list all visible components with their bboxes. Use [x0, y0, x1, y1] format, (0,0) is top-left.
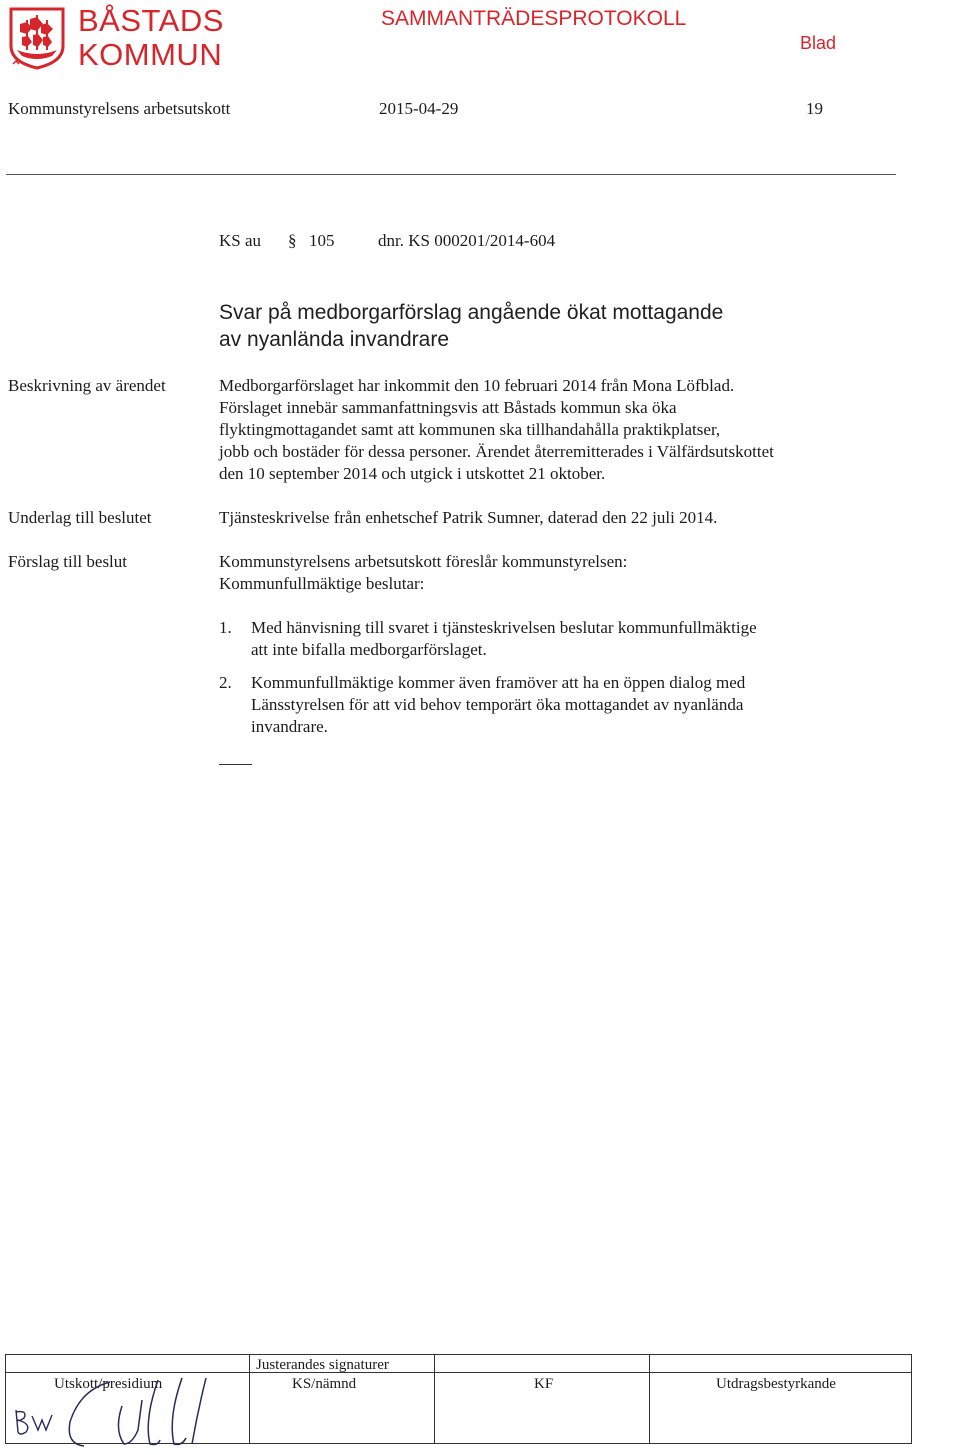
municipality-name	[78, 4, 224, 72]
table-divider	[434, 1355, 435, 1443]
list-item	[251, 672, 871, 738]
description-line: den 10 september 2014 och utgick i utskottet 21 oktober.	[219, 464, 606, 483]
coat-of-arms-ship-icon	[8, 6, 66, 70]
signature-col-committee: Utskott/presidium	[54, 1376, 163, 1392]
list-item-line: Med hänvisning till svaret i tjänsteskrivelsen beslutar kommunfullmäktige	[251, 618, 757, 637]
list-item-line: Kommunfullmäktige kommer även framöver att ha en öppen dialog med	[251, 673, 746, 692]
proposal-intro	[219, 551, 889, 595]
blad-label: Blad	[800, 33, 837, 53]
signatures-heading: Justerandes signaturer	[256, 1357, 389, 1373]
header-divider	[6, 174, 896, 175]
list-item	[251, 617, 871, 661]
signature-col-extract: Utdragsbestyrkande	[716, 1376, 836, 1392]
list-item-number: 2.	[219, 673, 232, 692]
heading-line-2: av nyanlända invandrare	[219, 328, 449, 351]
handwritten-signature	[10, 1360, 220, 1448]
basis-text: Tjänsteskrivelse från enhetschef Patrik Sumner, daterad den 22 juli 2014.	[219, 508, 718, 527]
brand-line-1: BÅSTADS	[78, 3, 224, 38]
document-heading	[219, 299, 839, 353]
proposal-line-2: Kommunfullmäktige beslutar:	[219, 574, 425, 593]
description-line: flyktingmottagandet samt att kommunen ska tillhandahålla praktikplatser,	[219, 420, 721, 439]
list-item-line: att inte bifalla medborgarförslaget.	[251, 640, 487, 659]
description-text	[219, 375, 889, 485]
end-dash	[219, 764, 252, 765]
signature-col-kf: KF	[534, 1376, 554, 1392]
table-divider	[649, 1355, 650, 1443]
brand-line-2: KOMMUN	[78, 37, 223, 72]
page-number: 19	[806, 99, 823, 118]
table-divider	[249, 1355, 250, 1443]
signature-col-ks: KS/nämnd	[292, 1376, 357, 1392]
description-line: Medborgarförslaget har inkommit den 10 februari 2014 från Mona Löfblad.	[219, 376, 735, 395]
list-item-number: 1.	[219, 618, 232, 637]
description-line: Förslaget innebär sammanfattningsvis att Båstads kommun ska öka	[219, 398, 677, 417]
list-item-line: invandrare.	[251, 717, 328, 736]
meeting-date: 2015-04-29	[379, 99, 459, 118]
proposal-label: Förslag till beslut	[8, 552, 127, 571]
table-divider	[649, 1372, 911, 1373]
description-label: Beskrivning av ärendet	[8, 376, 166, 395]
section-sign: §	[288, 231, 297, 250]
description-line: jobb och bostäder för dessa personer. Ärendet återremitterades i Välfärdsutskottet	[219, 442, 774, 461]
heading-line-1: Svar på medborgarförslag angående ökat mottagande	[219, 301, 724, 324]
protocol-title: SAMMANTRÄDESPROTOKOLL	[381, 7, 687, 30]
section-number: 105	[309, 231, 335, 250]
list-item-line: Länsstyrelsen för att vid behov temporärt öka mottagandet av nyanlända	[251, 695, 744, 714]
basis-label: Underlag till beslutet	[8, 508, 152, 527]
proposal-line-1: Kommunstyrelsens arbetsutskott föreslår kommunstyrelsen:	[219, 552, 628, 571]
committee-name: Kommunstyrelsens arbetsutskott	[8, 99, 231, 118]
reference-body: KS au	[219, 231, 262, 250]
case-number: dnr. KS 000201/2014-604	[378, 231, 556, 250]
